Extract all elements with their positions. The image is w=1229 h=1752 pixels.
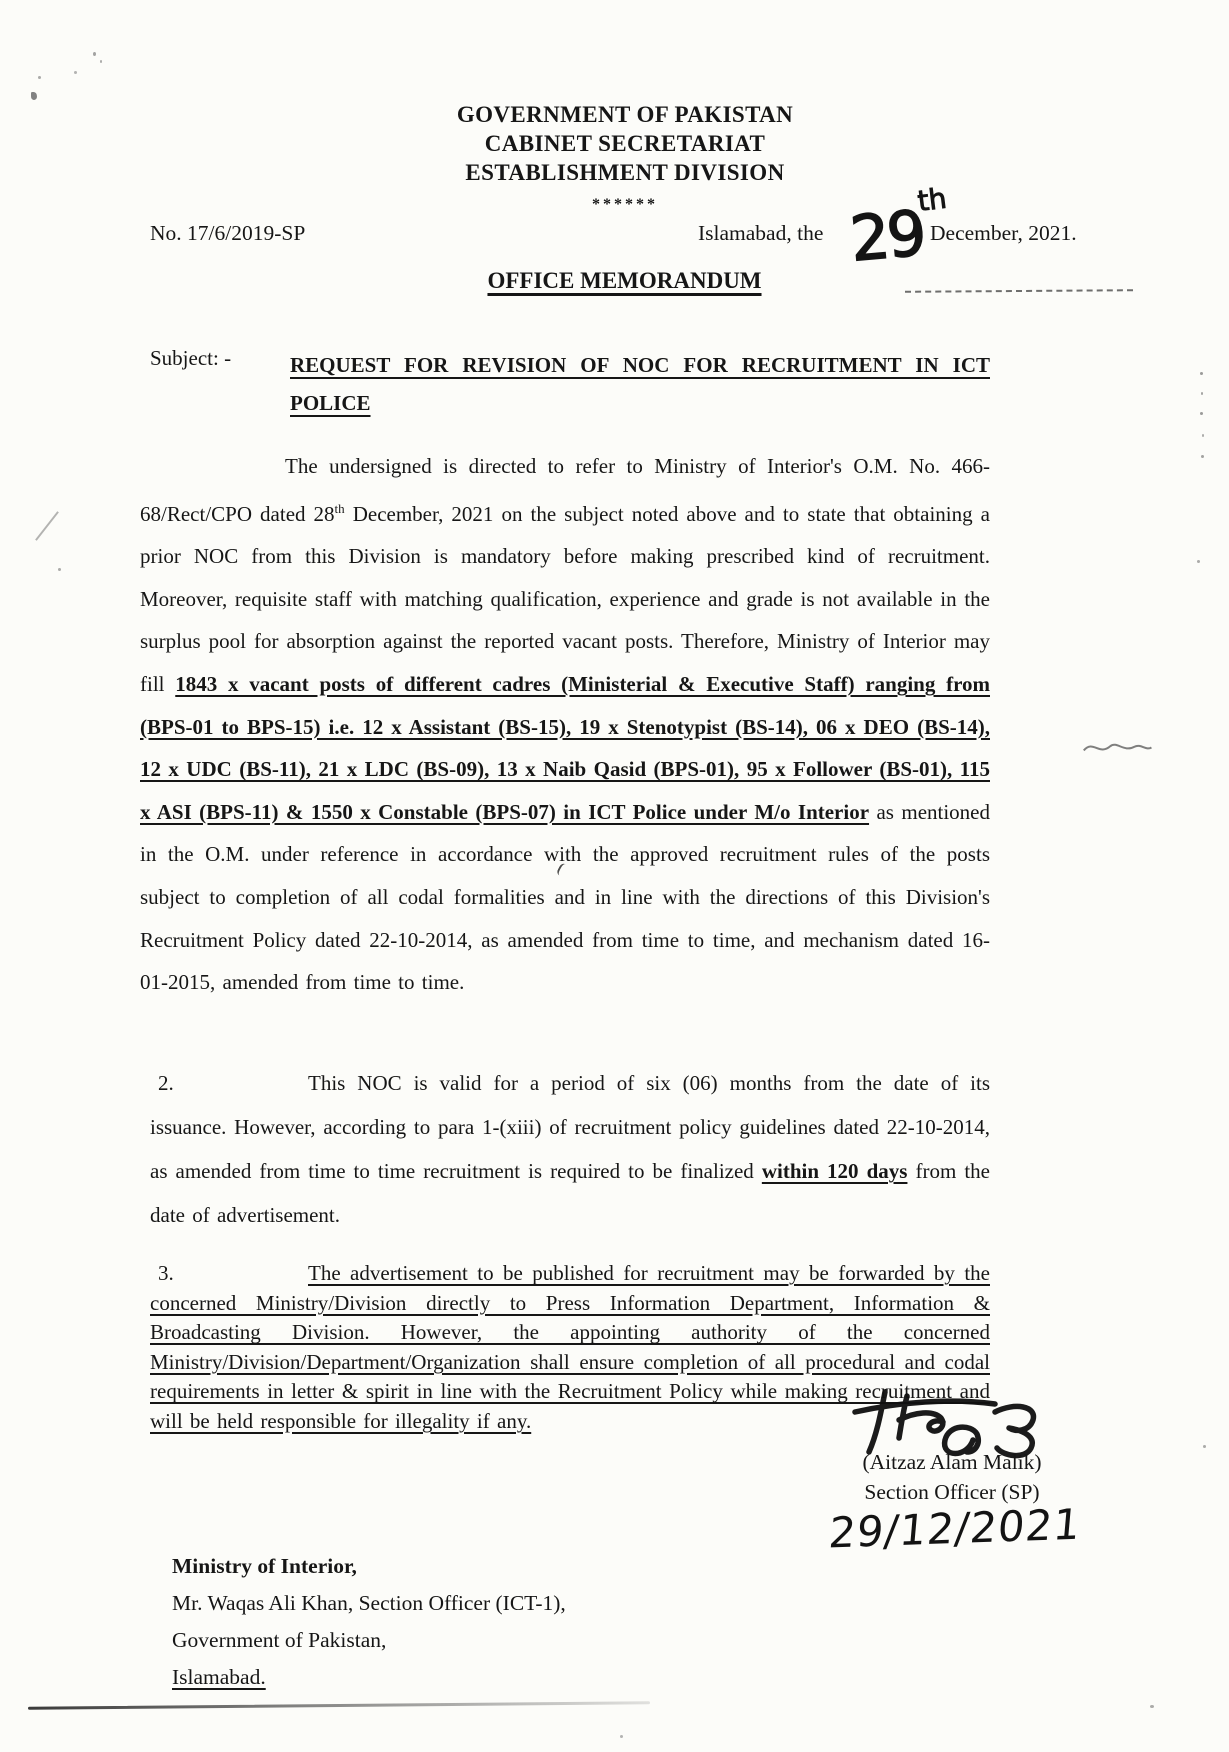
para-3-number: 3.	[158, 1261, 174, 1285]
handwritten-day-number: 29	[847, 196, 927, 276]
scan-speck	[1197, 560, 1200, 563]
addressee-line-3: Government of Pakistan,	[172, 1628, 387, 1652]
signatory-name: (Aitzaz Alam Malik)	[862, 1450, 1042, 1474]
scan-speck	[38, 76, 41, 79]
para-2-number: 2.	[158, 1071, 174, 1095]
para-1-superscript-th: th	[334, 500, 345, 516]
para-1-text-end: as mentioned in the O.M. under reference in accordance with the approved recruitment rules of the posts subject to completion of all codal formalities and in line with the directions of this Division's Recruitment Policy dated 22-10-2014, as amended from time to time, and mechanism dated 16-01-2015, amended from time to time.	[140, 799, 990, 995]
scan-speck	[1200, 372, 1203, 375]
star-separator: ******	[592, 196, 658, 213]
paragraph-1	[140, 445, 990, 1004]
subject-label: Subject: -	[150, 346, 232, 370]
para-1-emphasis-vacant-posts: 1843 x vacant posts of different cadres (Ministerial & Executive Staff) ranging from (BPS-01 to BPS-15) i.e. 12 x Assistant (BS-15), 19 x Stenotypist (BS-14), 06 x DEO (BS-14), 12 x UDC (BS-11), 21 x LDC (BS-09), 13 x Naib Qasid (BPS-01), 95 x Follower (BS-01), 115 x ASI (BPS-11) & 1550 x Constable (BPS-07) in ICT Police under M/o Interior	[140, 671, 990, 824]
addressee-line-4: Islamabad.	[172, 1665, 266, 1689]
bottom-rule-artifact	[28, 1701, 650, 1709]
addressee-block	[172, 1548, 566, 1696]
org-name-line3: ESTABLISHMENT DIVISION	[465, 160, 785, 185]
scan-speck	[1201, 392, 1203, 395]
scan-speck	[1203, 1445, 1206, 1448]
dateline-place: Islamabad, the	[698, 221, 824, 245]
paragraph-2	[150, 1061, 990, 1237]
addressee-line-2: Mr. Waqas Ali Khan, Section Officer (ICT-1),	[172, 1591, 566, 1615]
scan-speck	[1150, 1705, 1154, 1708]
para-2-text-start: This NOC is valid for a period of six (06) months from the date of its issuance. However, according to para 1-(xiii) of recruitment policy guidelines dated 22-10-2014, as amended from time to time recruitment is required to be finalized	[150, 1071, 990, 1183]
scan-speck	[100, 60, 102, 63]
letterhead	[0, 100, 1229, 219]
scan-speck	[1202, 434, 1204, 437]
scan-speck	[31, 92, 37, 100]
handwritten-signature-date: 29/12/2021	[826, 1499, 1084, 1558]
para-3-underlined-text: The advertisement to be published for recruitment may be forwarded by the concerned Ministry/Division directly to Press Information Department, Information & Broadcasting Division. However, the appointing authority of the concerned Ministry/Division/Department/Organization shall ensure completion of all procedural and codal requirements in letter & spirit in line with the Recruitment Policy while making recruitment and will be held responsible for illegality if any.	[150, 1261, 990, 1433]
pencil-mark-artifact	[35, 511, 59, 541]
scan-speck	[74, 71, 77, 74]
memo-title: OFFICE MEMORANDUM	[487, 268, 762, 293]
subject-line-1: REQUEST FOR REVISION OF NOC FOR RECRUITMENT IN ICT	[290, 353, 990, 377]
para-2-emphasis-120-days: within 120 days	[761, 1159, 908, 1183]
org-name-line1: GOVERNMENT OF PAKISTAN	[456, 102, 794, 127]
para-2-text-end: from the date of advertisement.	[150, 1159, 990, 1227]
scan-speck	[620, 1735, 623, 1738]
scan-speck	[1201, 455, 1204, 458]
org-name-line2: CABINET SECRETARIAT	[484, 131, 766, 156]
scan-speck	[58, 568, 61, 571]
para-1-text-start: The undersigned is directed to refer to Ministry of Interior's O.M. No. 466-68/Rect/CPO dated 28	[140, 454, 990, 526]
addressee-line-1: Ministry of Interior,	[172, 1554, 357, 1578]
subject-line-2: POLICE	[290, 391, 371, 415]
reference-number: No. 17/6/2019-SP	[150, 221, 306, 245]
squiggle-artifact	[1082, 736, 1154, 764]
subject-text	[290, 346, 990, 422]
handwritten-day-ordinal: th	[915, 182, 949, 218]
para-1-text-middle: December, 2021 on the subject noted above and to state that obtaining a prior NOC from this Division is mandatory before making prescribed kind of recruitment. Moreover, requisite staff with matching qualification, experience and grade is not available in the surplus pool for absorption against the reported vacant posts. Therefore, Ministry of Interior may fill	[140, 501, 990, 696]
dateline-month-year: December, 2021.	[930, 221, 1077, 245]
scan-speck	[93, 52, 96, 56]
signatory-title: Section Officer (SP)	[864, 1480, 1040, 1504]
scan-speck	[1200, 412, 1203, 415]
